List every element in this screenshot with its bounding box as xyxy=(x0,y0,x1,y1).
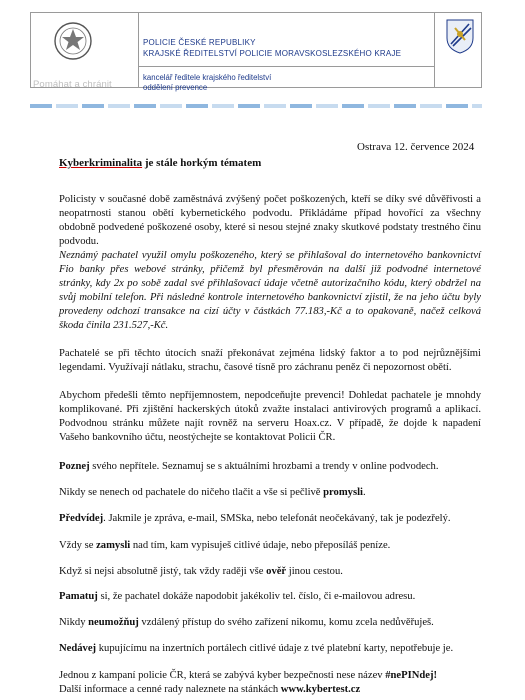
police-star-logo xyxy=(53,21,93,61)
header-stripe xyxy=(30,104,482,108)
org-subname: KRAJSKÉ ŘEDITELSTVÍ POLICIE MORAVSKOSLEZSKÉHO KRAJE xyxy=(143,49,402,58)
motto: Pomáhat a chránit xyxy=(33,79,112,90)
closing-link: Další informace a cenné rady naleznete na stánkách www.kybertest.cz xyxy=(59,684,361,695)
tip-item: Když si nejsi absolutně jistý, tak vždy raději vše ověř jinou cestou. xyxy=(59,566,343,577)
paragraph-intro: Policisty v současné době zaměstnává zvýšený počet poškozených, kteří se díky své důvěřivosti a neopatrnosti stanou obětí kybernetického podvodu. Přikládáme případ hovořící za všechny obdobně podvedené poškozené osoby, které si nesou stejné znaky skutkové podstaty trestného činu podvodu. xyxy=(59,194,481,247)
paragraph-tactics: Pachatelé se při těchto útocích snaží překonávat zejména lidský faktor a to pod nejrůznějšími legendami. Využívají nátlaku, strachu, časové tísně pro záchranu peněz či nepozornost obětí. xyxy=(59,348,481,373)
tip-item: Nedávej kupujícímu na inzertních portálech citlivé údaje z tvé platební karty, nepotřebuje je. xyxy=(59,643,454,654)
tip-item: Nikdy se nenech od pachatele do ničeho tlačit a vše si pečlivě promysli. xyxy=(59,487,366,498)
paragraph-case: Neznámý pachatel využil omylu poškozeného, který se přihlašoval do internetového bankovnictví Fio banky přes webové stránky, přičemž byl přesměrován na další již podvodné internetové stránky, kdy 2x po sobě zadal své přihlašovací údaje včetně autorizačního kódu, který obdržel na svůj mobilní telefon. Při následné kontrole internetového bankovnictví zjistil, že na jeho účtu byly provedeny odchozí transakce na cizí účty v částkách 77.183,-Kč a to opakovaně, načež celková škoda činila 231.527,-Kč. xyxy=(59,250,481,331)
tip-item: Pamatuj si, že pachatel dokáže napodobit jakékoliv tel. číslo, či e-mailovou adresu. xyxy=(59,591,416,602)
tip-item: Poznej svého nepřítele. Seznamuj se s aktuálními hrozbami a trendy v online podvodech. xyxy=(59,461,439,472)
tip-item: Vždy se zamysli nad tím, kam vypisuješ citlivé údaje, nebo přeposíláš peníze. xyxy=(59,540,391,551)
title-keyword: Kyberkriminalita xyxy=(59,157,143,169)
paragraph-prevention: Abychom předešli těmto nepříjemnostem, nepodceňujte prevenci! Dohledat pachatele je mnohdy komplikované. Při zjištění hackerských útoků zvažte instalaci antivirových programů a aplikací. Podvodnou stránku můžete najít rovněž na serveru Hoax.cz. V případě, že dojde k napadení Vašeho bankovního účtu, neostýchejte se kontaktovat Policii ČR. xyxy=(59,390,481,443)
closing-campaign: Jednou z kampaní policie ČR, která se zabývá kyber bezpečnosti nese název #nePINdej! xyxy=(59,670,438,681)
tip-item: Předvídej. Jakmile je zpráva, e-mail, SMSka, nebo telefonát neočekávaný, tak je podezřelý. xyxy=(59,513,451,524)
department-sub: oddělení prevence xyxy=(143,83,208,92)
date: Ostrava 12. července 2024 xyxy=(357,141,475,153)
org-name: POLICIE ČESKÉ REPUBLIKY xyxy=(143,38,256,47)
letterhead-divider xyxy=(138,66,434,67)
regional-crest-logo xyxy=(445,18,475,54)
title-rest: je stále horkým tématem xyxy=(142,157,262,169)
kybertest-link[interactable]: www.kybertest.cz xyxy=(280,684,361,695)
letterhead-divider xyxy=(138,12,139,88)
tip-item: Nikdy neumožňuj vzdálený přístup do svého zařízení nikomu, komu zcela nedůvěřuješ. xyxy=(59,617,434,628)
department: kancelář ředitele krajského ředitelství xyxy=(143,73,272,82)
document-title xyxy=(59,157,261,169)
letterhead-divider xyxy=(434,12,435,88)
